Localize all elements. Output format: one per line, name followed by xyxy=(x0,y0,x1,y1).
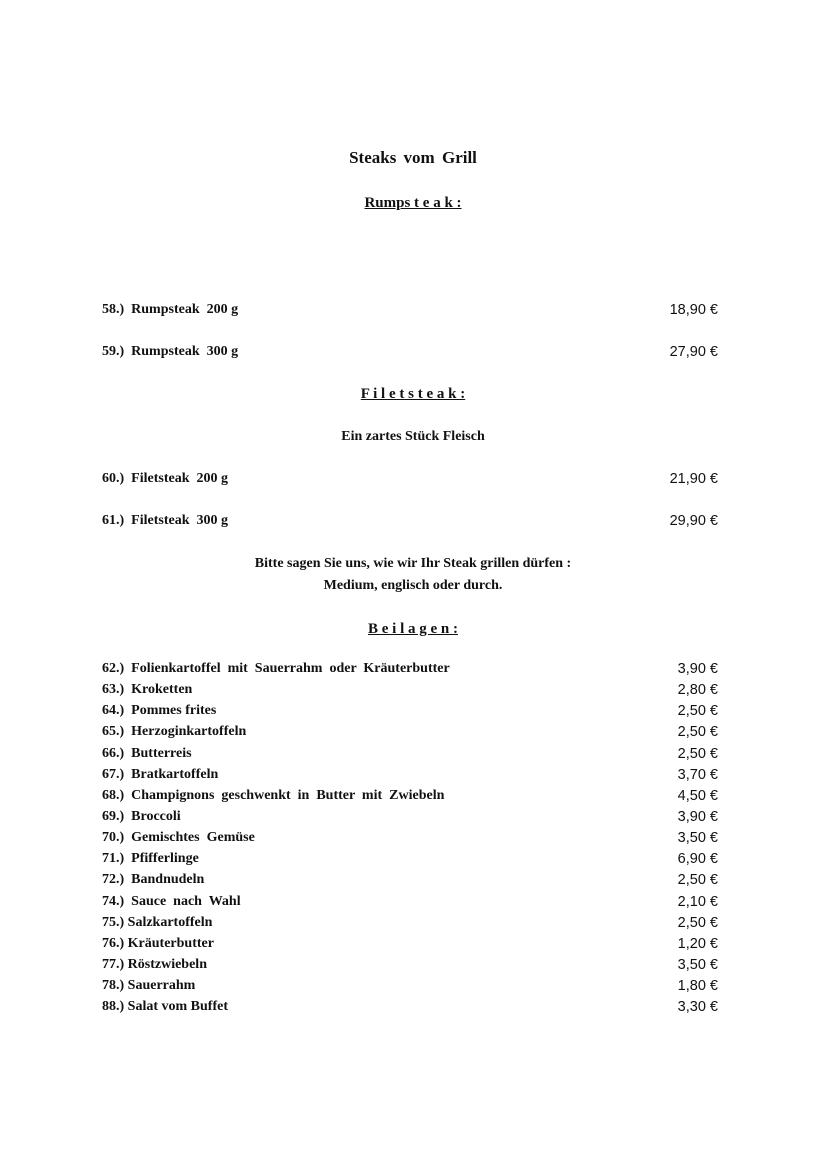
list-item xyxy=(102,661,718,682)
grill-note-line-2: Medium, englisch oder durch. xyxy=(323,578,503,593)
item-price: 1,20 € xyxy=(677,935,718,952)
item-name: 63.) Kroketten xyxy=(102,682,193,698)
item-name: 59.) Rumpsteak 300 g xyxy=(102,344,239,359)
list-item xyxy=(102,999,718,1020)
item-price: 27,90 € xyxy=(669,344,718,360)
menu-item xyxy=(102,302,718,322)
list-item xyxy=(102,809,718,830)
list-item xyxy=(102,978,718,999)
item-name: 69.) Broccoli xyxy=(102,808,181,824)
section-subtitle: Ein zartes Stück Fleisch xyxy=(341,429,485,444)
section-heading-beilagen: B e i l a g e n : xyxy=(368,621,458,637)
list-item xyxy=(102,936,718,957)
list-item xyxy=(102,746,718,767)
list-item xyxy=(102,682,718,703)
item-price: 2,80 € xyxy=(677,682,718,699)
list-item xyxy=(102,724,718,745)
item-price: 29,90 € xyxy=(669,513,718,529)
item-name: 77.) Röstzwiebeln xyxy=(102,956,207,972)
menu-item xyxy=(102,344,718,364)
item-name: 66.) Butterreis xyxy=(102,745,192,761)
item-name: 67.) Bratkartoffeln xyxy=(102,766,219,782)
item-price: 3,90 € xyxy=(677,808,718,825)
list-item xyxy=(102,767,718,788)
item-price: 2,50 € xyxy=(677,914,718,931)
item-name: 71.) Pfifferlinge xyxy=(102,851,199,867)
side-dish-list xyxy=(102,661,718,1020)
item-name: 68.) Champignons geschwenkt in Butter mit Zwiebeln xyxy=(102,787,445,803)
item-price: 2,50 € xyxy=(677,724,718,741)
item-price: 3,30 € xyxy=(677,999,718,1016)
item-name: 76.) Kräuterbutter xyxy=(102,935,214,951)
item-price: 2,50 € xyxy=(677,745,718,762)
item-price: 3,70 € xyxy=(677,766,718,783)
list-item xyxy=(102,788,718,809)
list-item xyxy=(102,894,718,915)
item-price: 2,10 € xyxy=(677,893,718,910)
list-item xyxy=(102,830,718,851)
list-item xyxy=(102,872,718,893)
item-price: 1,80 € xyxy=(677,978,718,995)
item-name: 62.) Folienkartoffel mit Sauerrahm oder Kräuterbutter xyxy=(102,661,450,676)
list-item xyxy=(102,703,718,724)
item-name: 64.) Pommes frites xyxy=(102,703,217,719)
list-item xyxy=(102,957,718,978)
item-name: 60.) Filetsteak 200 g xyxy=(102,471,228,486)
item-price: 6,90 € xyxy=(677,851,718,868)
item-name: 65.) Herzoginkartoffeln xyxy=(102,724,247,740)
item-price: 21,90 € xyxy=(669,471,718,487)
menu-item xyxy=(102,513,718,533)
item-price: 2,50 € xyxy=(677,703,718,720)
item-name: 61.) Filetsteak 300 g xyxy=(102,513,228,528)
page-title: Steaks vom Grill xyxy=(349,148,477,167)
item-price: 18,90 € xyxy=(669,302,718,318)
menu-item xyxy=(102,471,718,491)
item-price: 2,50 € xyxy=(677,872,718,889)
item-name: 70.) Gemischtes Gemüse xyxy=(102,830,255,846)
item-name: 74.) Sauce nach Wahl xyxy=(102,893,241,909)
grill-note-line-1: Bitte sagen Sie uns, wie wir Ihr Steak grillen dürfen : xyxy=(254,556,572,571)
section-heading-filetsteak: F i l e t s t e a k : xyxy=(360,386,466,402)
item-name: 58.) Rumpsteak 200 g xyxy=(102,302,239,317)
item-price: 3,50 € xyxy=(677,956,718,973)
list-item xyxy=(102,851,718,872)
item-price: 3,90 € xyxy=(677,661,718,677)
list-item xyxy=(102,915,718,936)
item-name: 75.) Salzkartoffeln xyxy=(102,914,213,930)
item-name: 72.) Bandnudeln xyxy=(102,872,205,888)
item-price: 4,50 € xyxy=(677,787,718,804)
item-name: 78.) Sauerrahm xyxy=(102,978,196,994)
item-name: 88.) Salat vom Buffet xyxy=(102,999,228,1015)
item-price: 3,50 € xyxy=(677,830,718,847)
section-heading-rumpsteak: Rumps t e a k : xyxy=(364,195,462,211)
